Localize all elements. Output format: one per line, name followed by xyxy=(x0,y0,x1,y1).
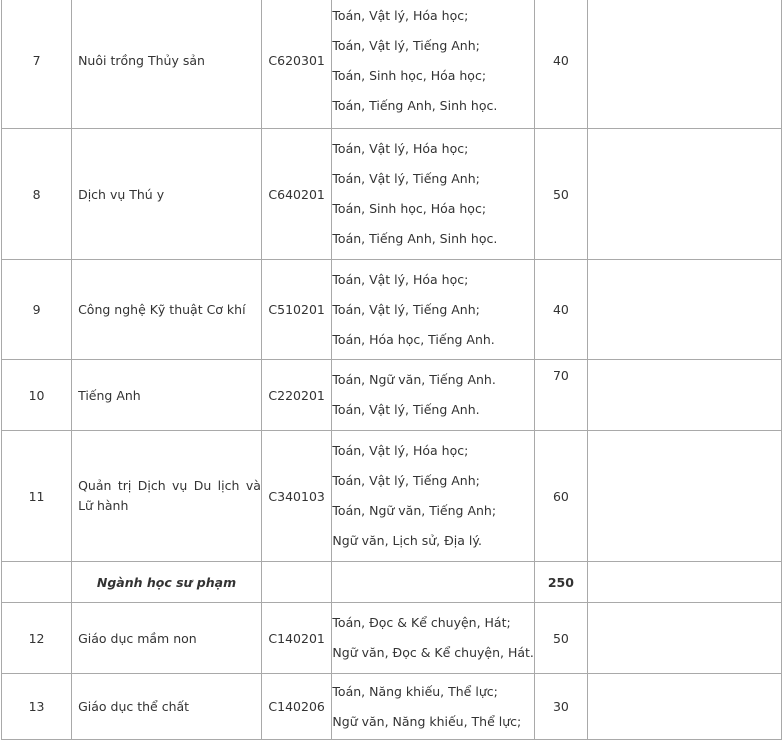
subject-combinations xyxy=(332,674,534,740)
combination-line: Toán, Ngữ văn, Tiếng Anh. xyxy=(332,372,496,387)
major-name xyxy=(72,431,262,562)
combination-line: Toán, Năng khiếu, Thể lực; xyxy=(332,683,498,699)
major-name: Công nghệ Kỹ thuật Cơ khí xyxy=(72,260,262,360)
major-code: C140206 xyxy=(261,674,332,740)
major-code: C140201 xyxy=(261,603,332,674)
quota: 50 xyxy=(534,603,587,674)
note-cell xyxy=(587,129,781,260)
table-row xyxy=(2,360,782,431)
subject-combinations xyxy=(332,360,534,431)
quota: 30 xyxy=(534,674,587,740)
note-cell xyxy=(587,360,781,431)
row-number: 9 xyxy=(2,260,72,360)
combination-line: Toán, Vật lý, Tiếng Anh; xyxy=(332,301,480,317)
note-cell xyxy=(587,431,781,562)
major-code: C640201 xyxy=(261,129,332,260)
combination-line: Ngữ văn, Năng khiếu, Thể lực; xyxy=(332,713,522,729)
row-number: 12 xyxy=(2,603,72,674)
note-cell xyxy=(587,674,781,740)
major-name: Giáo dục mầm non xyxy=(72,603,262,674)
combination-line: Ngữ văn, Đọc & Kể chuyện, Hát. xyxy=(332,645,534,660)
combination-line: Toán, Hóa học, Tiếng Anh. xyxy=(332,331,495,347)
quota: 70 xyxy=(534,360,587,431)
table-row xyxy=(2,431,782,562)
combination-line: Toán, Vật lý, Hóa học; xyxy=(332,7,469,23)
major-name: Giáo dục thể chất xyxy=(72,674,262,740)
combination-line: Toán, Tiếng Anh, Sinh học. xyxy=(332,231,498,246)
quota: 40 xyxy=(534,0,587,129)
major-name: Nuôi trồng Thủy sản xyxy=(72,0,262,129)
major-name: Tiếng Anh xyxy=(72,360,262,431)
subject-combinations xyxy=(332,129,534,260)
combination-line: Toán, Vật lý, Tiếng Anh; xyxy=(332,171,480,186)
major-code: C220201 xyxy=(261,360,332,431)
note-cell xyxy=(587,260,781,360)
admission-table xyxy=(1,0,782,740)
combination-line: Ngữ văn, Lịch sử, Địa lý. xyxy=(332,533,482,548)
subject-combinations xyxy=(332,603,534,674)
table-row xyxy=(2,260,782,360)
section-title: Ngành học sư phạm xyxy=(72,562,262,603)
quota: 60 xyxy=(534,431,587,562)
combination-line: Toán, Vật lý, Tiếng Anh; xyxy=(332,473,480,488)
subject-combinations xyxy=(332,260,534,360)
major-code: C510201 xyxy=(261,260,332,360)
combination-line: Toán, Tiếng Anh, Sinh học. xyxy=(332,97,498,113)
combination-line: Toán, Sinh học, Hóa học; xyxy=(332,67,487,83)
table-row xyxy=(2,129,782,260)
table-row xyxy=(2,674,782,740)
major-code: C340103 xyxy=(261,431,332,562)
combination-line: Toán, Vật lý, Hóa học; xyxy=(332,443,469,458)
section-total: 250 xyxy=(534,562,587,603)
row-number: 8 xyxy=(2,129,72,260)
combination-line: Toán, Vật lý, Hóa học; xyxy=(332,271,469,287)
note-cell xyxy=(587,0,781,129)
section-code-cell xyxy=(261,562,332,603)
row-number: 7 xyxy=(2,0,72,129)
section-combo-cell xyxy=(332,562,534,603)
table-row xyxy=(2,603,782,674)
section-number-cell xyxy=(2,562,72,603)
row-number: 11 xyxy=(2,431,72,562)
row-number: 13 xyxy=(2,674,72,740)
combination-line: Toán, Vật lý, Tiếng Anh. xyxy=(332,402,480,417)
quota: 40 xyxy=(534,260,587,360)
table-row xyxy=(2,0,782,129)
section-row xyxy=(2,562,782,603)
major-name-text: Quản trị Dịch vụ Du lịch và Lữ hành xyxy=(78,478,261,513)
major-name: Dịch vụ Thú y xyxy=(72,129,262,260)
combination-line: Toán, Đọc & Kể chuyện, Hát; xyxy=(332,615,511,630)
note-cell xyxy=(587,603,781,674)
combination-line: Toán, Vật lý, Tiếng Anh; xyxy=(332,37,480,53)
major-code: C620301 xyxy=(261,0,332,129)
subject-combinations xyxy=(332,431,534,562)
quota: 50 xyxy=(534,129,587,260)
row-number: 10 xyxy=(2,360,72,431)
combination-line: Toán, Sinh học, Hóa học; xyxy=(332,201,487,216)
subject-combinations xyxy=(332,0,534,129)
note-cell xyxy=(587,562,781,603)
combination-line: Toán, Vật lý, Hóa học; xyxy=(332,141,469,156)
combination-line: Toán, Ngữ văn, Tiếng Anh; xyxy=(332,503,497,518)
